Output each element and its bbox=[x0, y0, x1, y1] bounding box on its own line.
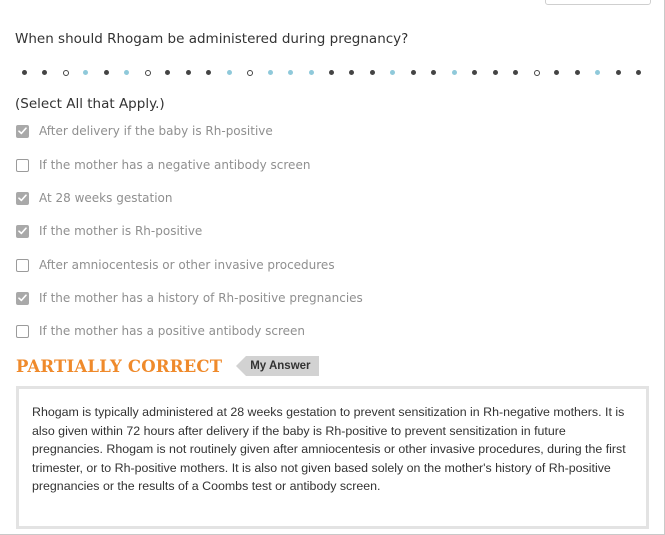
option-0[interactable] bbox=[16, 123, 273, 139]
option-label: At 28 weeks gestation bbox=[39, 191, 173, 205]
progress-dot bbox=[329, 70, 334, 75]
progress-dot bbox=[206, 70, 211, 75]
checkmark-icon bbox=[18, 194, 27, 202]
progress-dots bbox=[22, 68, 642, 78]
option-label: If the mother is Rh-positive bbox=[39, 224, 203, 238]
progress-dot bbox=[63, 70, 69, 76]
progress-dot bbox=[145, 70, 151, 76]
option-2[interactable] bbox=[16, 190, 173, 206]
progress-dot bbox=[165, 70, 170, 75]
checkbox[interactable] bbox=[16, 325, 29, 338]
progress-dot bbox=[104, 70, 109, 75]
progress-dot bbox=[227, 70, 232, 75]
checkbox[interactable] bbox=[16, 259, 29, 272]
result-title: PARTIALLY CORRECT bbox=[16, 356, 223, 376]
progress-dot bbox=[22, 70, 27, 75]
progress-dot bbox=[349, 70, 354, 75]
progress-dot bbox=[595, 70, 600, 75]
option-6[interactable] bbox=[16, 323, 305, 339]
progress-dot bbox=[513, 70, 518, 75]
checkbox[interactable] bbox=[16, 192, 29, 205]
option-4[interactable] bbox=[16, 257, 335, 273]
option-label: If the mother has a negative antibody screen bbox=[39, 158, 311, 172]
progress-dot bbox=[370, 70, 375, 75]
progress-dot bbox=[554, 70, 559, 75]
select-instruction: (Select All that Apply.) bbox=[15, 96, 165, 112]
progress-dot bbox=[309, 70, 314, 75]
option-label: After delivery if the baby is Rh-positive bbox=[39, 124, 273, 138]
left-arrow-icon bbox=[236, 356, 246, 376]
progress-dot bbox=[186, 70, 191, 75]
progress-dot bbox=[288, 70, 293, 75]
progress-dot bbox=[636, 70, 641, 75]
checkbox[interactable] bbox=[16, 125, 29, 138]
checkmark-icon bbox=[18, 294, 27, 302]
progress-dot bbox=[247, 70, 253, 76]
feedback-text: Rhogam is typically administered at 28 weeks gestation to prevent sensitization in Rh-negative mothers. It is also given within 72 hours after delivery if the baby is Rh-positive to prevent sensitization in future pregnancies. Rhogam is not routinely given after amniocentesis or other invasive procedures, during the first trimester, or to Rh-positive mothers. It is also not given based solely on the mother's history of Rh-positive pregnancies or the results of a Coombs test or antibody screen. bbox=[32, 405, 626, 494]
checkbox[interactable] bbox=[16, 225, 29, 238]
progress-dot bbox=[472, 70, 477, 75]
option-label: If the mother has a positive antibody screen bbox=[39, 324, 306, 338]
option-3[interactable] bbox=[16, 223, 202, 239]
checkbox[interactable] bbox=[16, 292, 29, 305]
option-1[interactable] bbox=[16, 157, 310, 173]
progress-dot bbox=[124, 70, 129, 75]
progress-dot bbox=[616, 70, 621, 75]
progress-dot bbox=[452, 70, 457, 75]
progress-dot bbox=[493, 70, 498, 75]
feedback-box bbox=[16, 386, 649, 529]
progress-dot bbox=[42, 70, 47, 75]
checkmark-icon bbox=[18, 127, 27, 135]
result-row bbox=[16, 354, 319, 378]
option-5[interactable] bbox=[16, 290, 363, 306]
checkmark-icon bbox=[18, 227, 27, 235]
top-tab-edge[interactable] bbox=[545, 0, 651, 5]
progress-dot bbox=[83, 70, 88, 75]
option-label: If the mother has a history of Rh-positive pregnancies bbox=[39, 291, 363, 305]
progress-dot bbox=[575, 70, 580, 75]
checkbox[interactable] bbox=[16, 159, 29, 172]
my-answer-button[interactable] bbox=[236, 356, 318, 376]
question-text: When should Rhogam be administered during pregnancy? bbox=[15, 31, 409, 47]
progress-dot bbox=[268, 70, 273, 75]
progress-dot bbox=[534, 70, 540, 76]
progress-dot bbox=[390, 70, 395, 75]
my-answer-label: My Answer bbox=[246, 356, 318, 376]
option-label: After amniocentesis or other invasive procedures bbox=[39, 258, 335, 272]
progress-dot bbox=[431, 70, 436, 75]
progress-dot bbox=[411, 70, 416, 75]
